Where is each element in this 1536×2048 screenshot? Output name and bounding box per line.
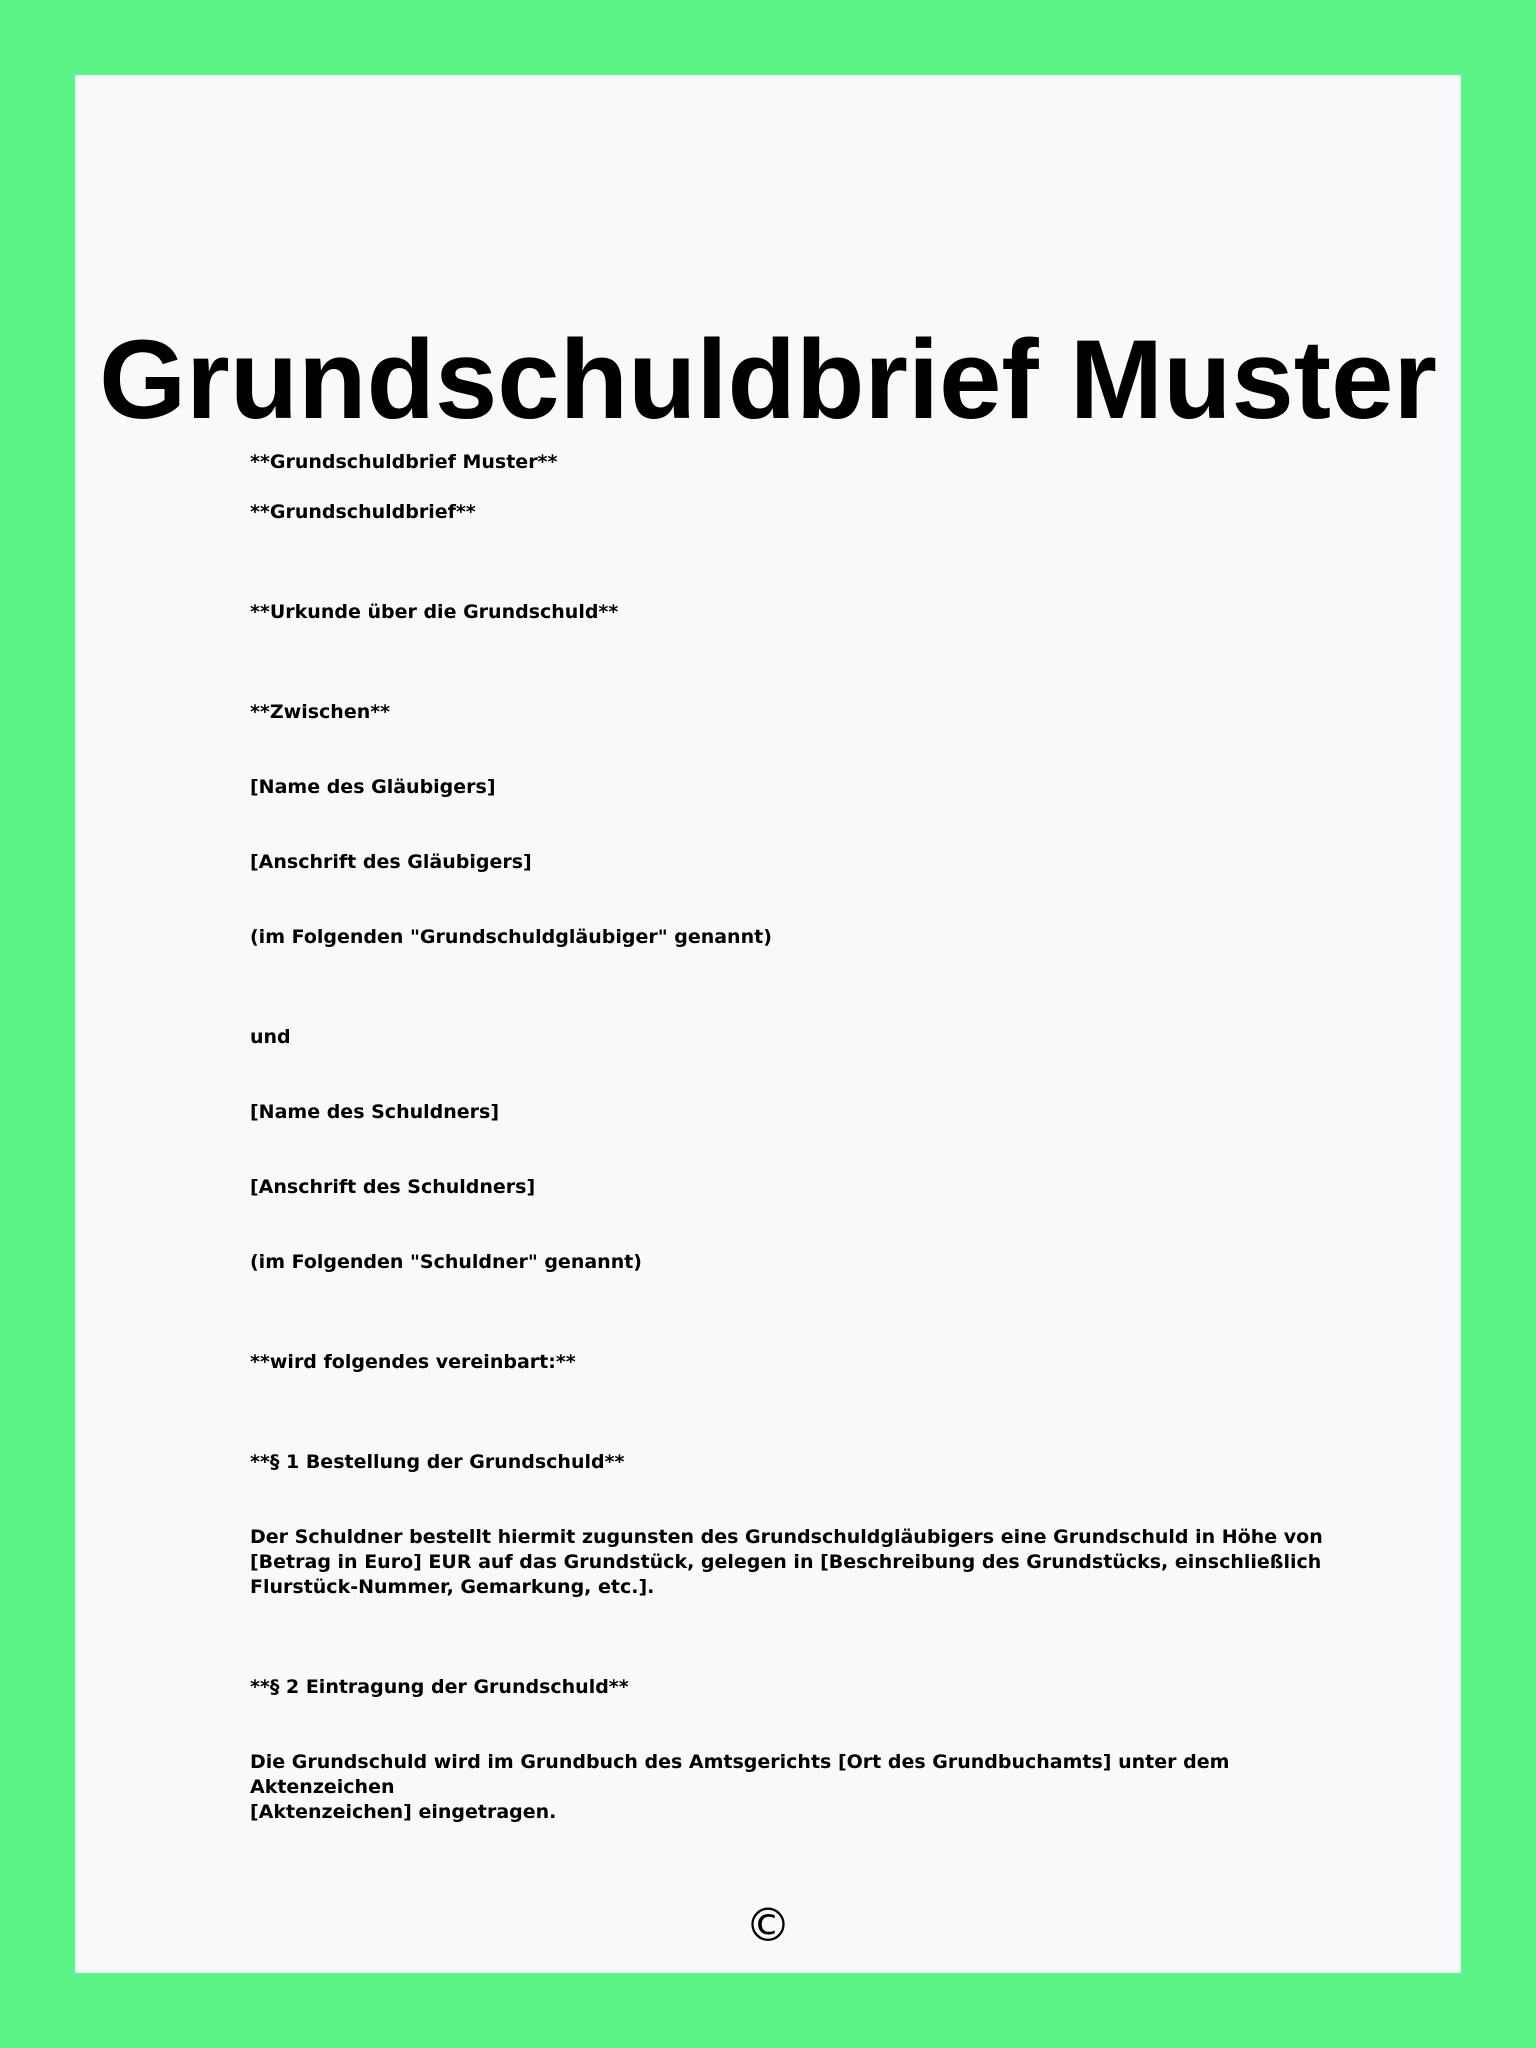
copyright-symbol: © [745, 1898, 791, 1952]
document-title: Grundschuldbrief Muster [99, 317, 1437, 442]
document-page [75, 75, 1461, 1973]
creditor-designation: (im Folgenden "Grundschuldgläubiger" genannt) [250, 926, 772, 948]
debtor-designation: (im Folgenden "Schuldner" genannt) [250, 1251, 642, 1273]
section-1-text: Der Schuldner bestellt hiermit zugunsten des Grundschuldgläubigers eine Grundschuld in Höhe von [Betrag in Euro] EUR auf das Grundstück, gelegen in [Beschreibung des Grundstücks, einschließlich Flurstück-Nummer, Gemarkung, etc.]. [250, 1526, 1323, 1598]
debtor-name: [Name des Schuldners] [250, 1101, 500, 1123]
heading-section-1: **§ 1 Bestellung der Grundschuld** [250, 1451, 625, 1473]
heading-grundschuldbrief-muster: **Grundschuldbrief Muster** [250, 451, 558, 473]
conjunction-und: und [250, 1026, 291, 1048]
heading-grundschuldbrief: **Grundschuldbrief** [250, 501, 476, 523]
creditor-name: [Name des Gläubigers] [250, 776, 496, 798]
heading-zwischen: **Zwischen** [250, 701, 391, 723]
heading-urkunde: **Urkunde über die Grundschuld** [250, 601, 619, 623]
creditor-address: [Anschrift des Gläubigers] [250, 851, 532, 873]
debtor-address: [Anschrift des Schuldners] [250, 1176, 536, 1198]
heading-vereinbart: **wird folgendes vereinbart:** [250, 1351, 576, 1373]
section-2-text: Die Grundschuld wird im Grundbuch des Amtsgerichts [Ort des Grundbuchamts] unter dem Aktenzeichen [Aktenzeichen] eingetragen. [250, 1751, 1230, 1823]
heading-section-2: **§ 2 Eintragung der Grundschuld** [250, 1676, 629, 1698]
